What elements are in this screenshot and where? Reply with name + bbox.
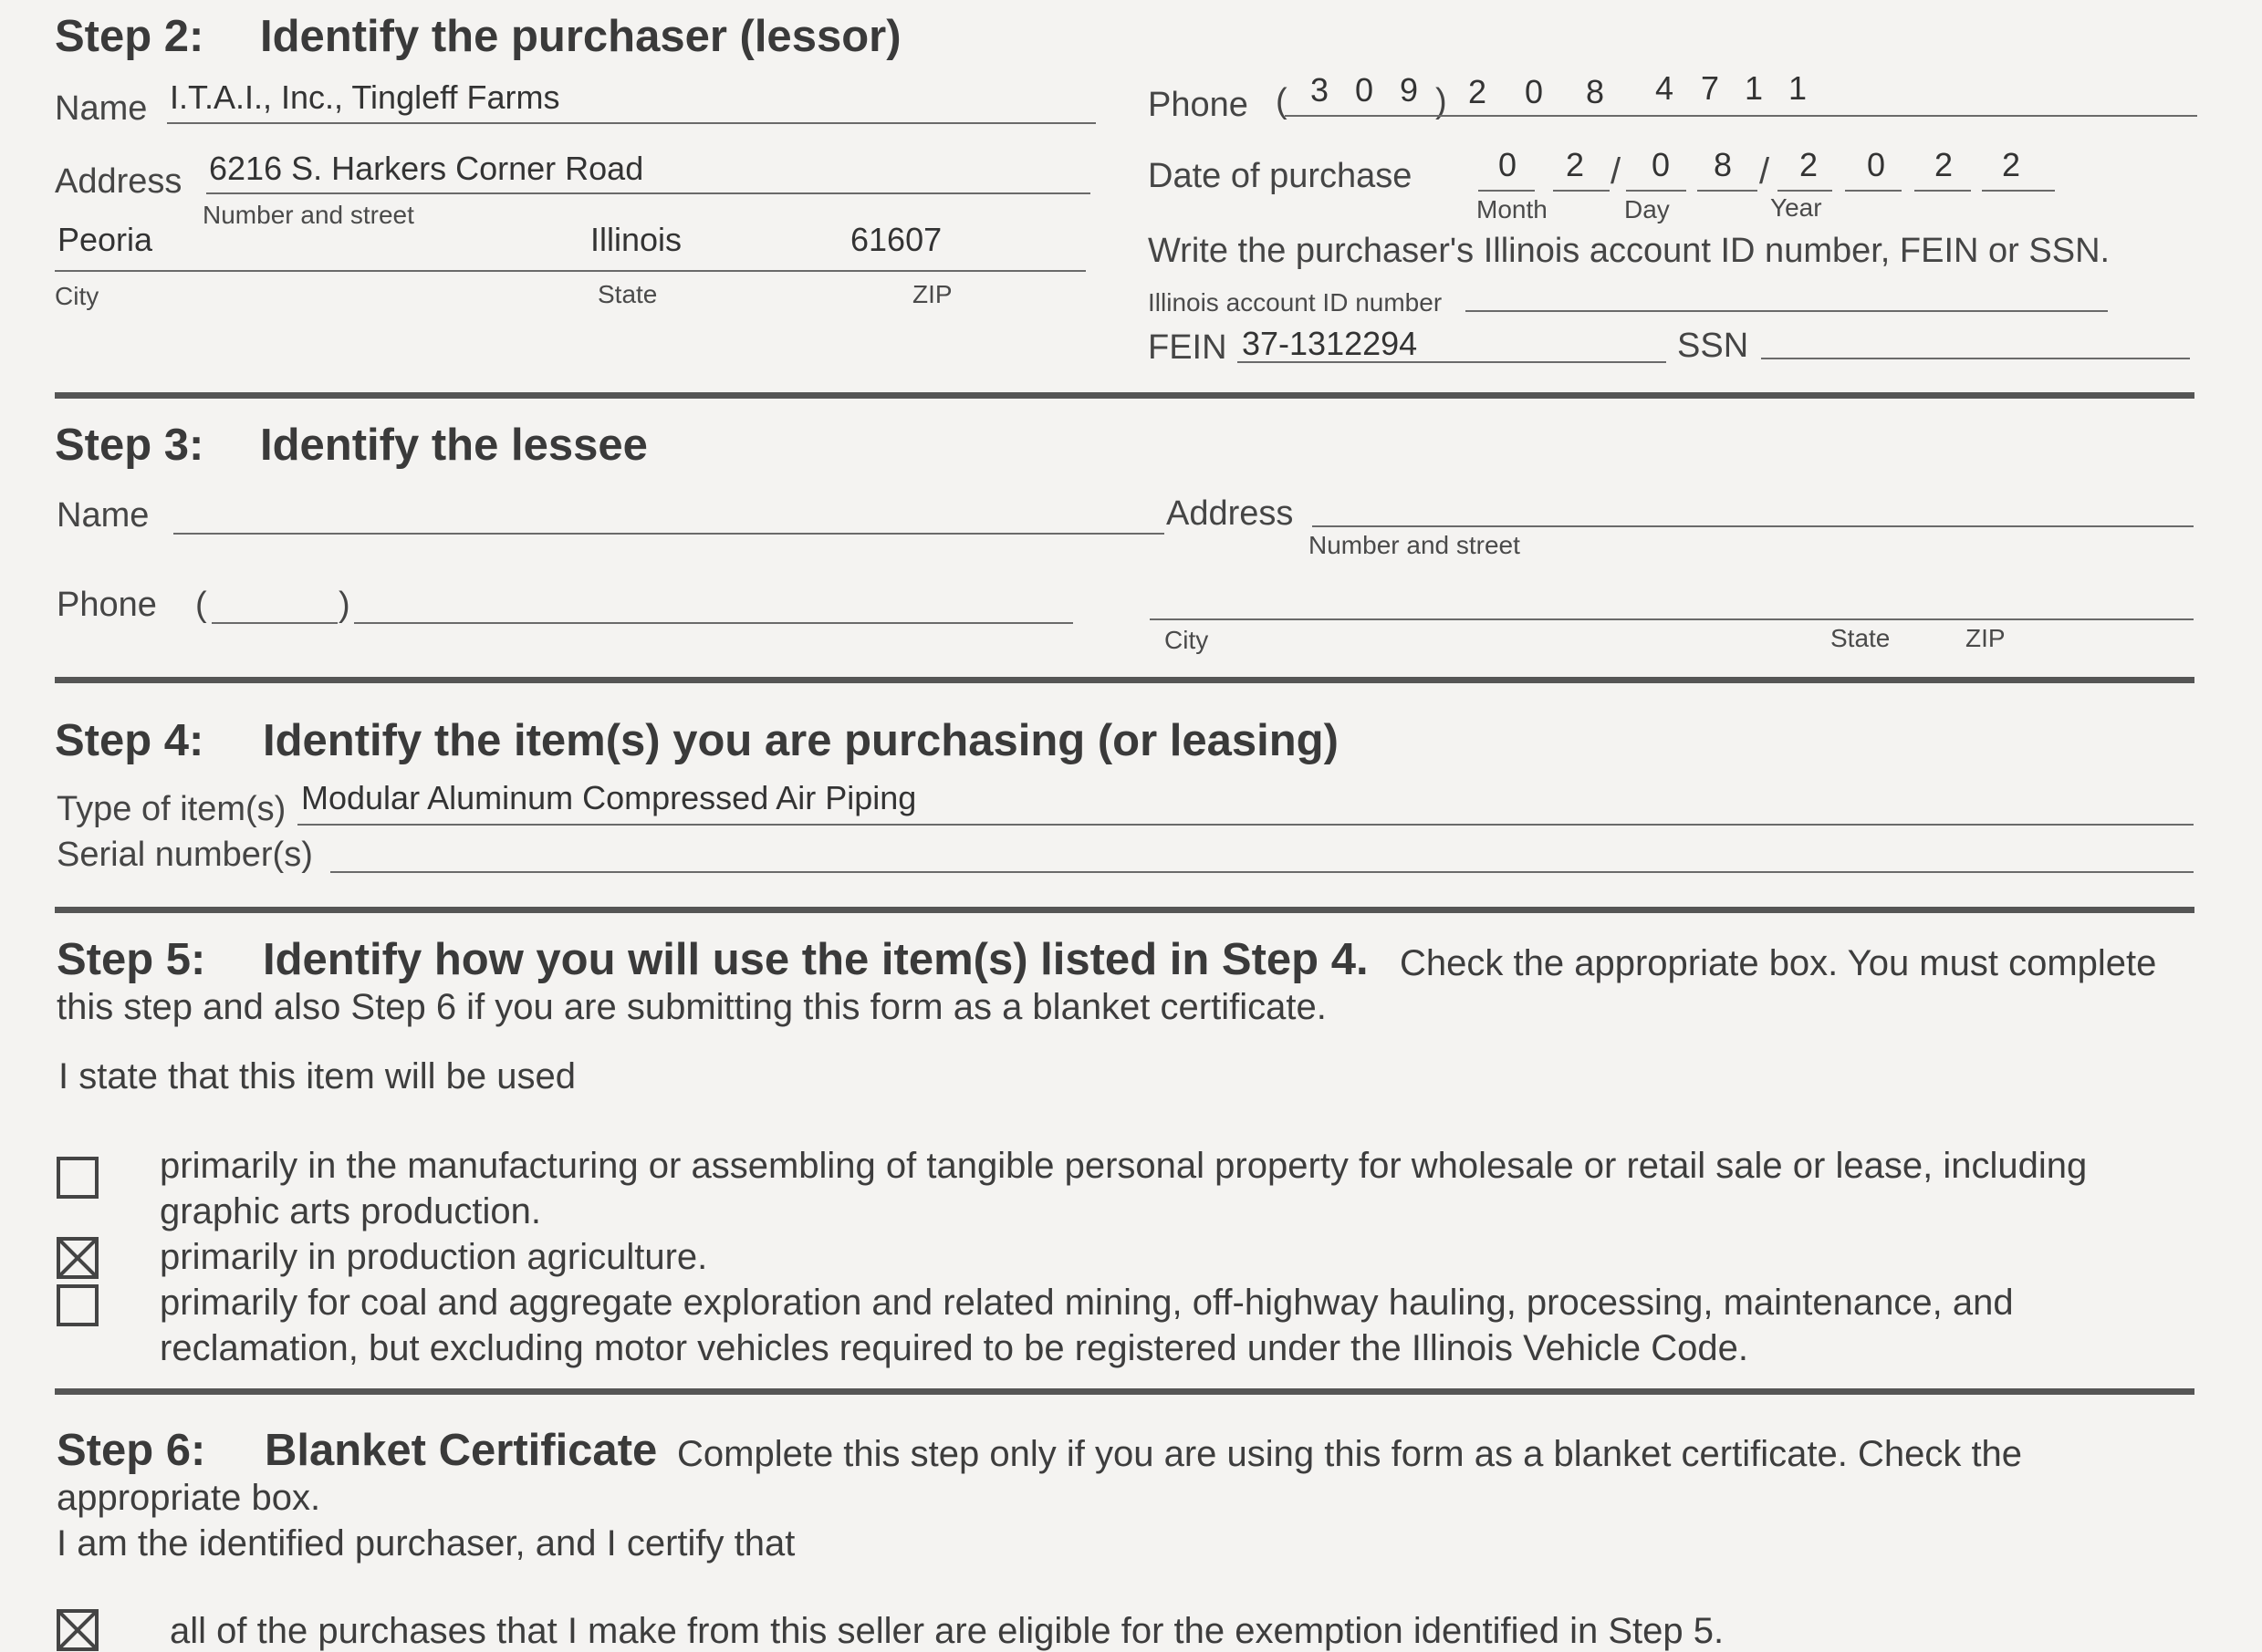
lessee-zip-caption: ZIP bbox=[1965, 624, 2006, 652]
purchaser-name-line bbox=[167, 122, 1096, 124]
fein-label: FEIN bbox=[1148, 328, 1227, 367]
date-digit-line bbox=[1982, 190, 2055, 192]
step3-title: Identify the lessee bbox=[260, 421, 648, 470]
ssn-line[interactable] bbox=[1761, 358, 2190, 359]
step5-instruction-continued: this step and also Step 6 if you are submitting this form as a blanket certificate. bbox=[57, 987, 1327, 1027]
date-digit-line bbox=[1914, 190, 1971, 192]
lessee-state-caption: State bbox=[1830, 624, 1891, 652]
date-digit-line bbox=[1626, 190, 1686, 192]
step6-number: Step 6: bbox=[57, 1426, 206, 1475]
item-type-label: Type of item(s) bbox=[57, 790, 287, 828]
date-year-digit[interactable]: 2 bbox=[2002, 146, 2021, 183]
purchaser-zip-value[interactable]: 61607 bbox=[850, 221, 943, 258]
purchaser-city-caption: City bbox=[55, 282, 99, 310]
purchaser-phone-line bbox=[1285, 115, 2197, 117]
lessee-number-street-caption: Number and street bbox=[1308, 531, 1520, 559]
lessee-phone-line[interactable] bbox=[354, 622, 1073, 624]
use-agriculture-text: primarily in production agriculture. bbox=[160, 1237, 708, 1277]
lessee-phone-open-paren: ( bbox=[195, 586, 207, 624]
date-day-digit[interactable]: 8 bbox=[1714, 146, 1733, 183]
phone-prefix-digit[interactable]: 2 bbox=[1468, 73, 1487, 110]
use-manufacturing-text: primarily in the manufacturing or assembling of tangible personal property for wholesale or retail sale or lease, including bbox=[160, 1146, 2088, 1186]
phone-close-paren: ) bbox=[1435, 82, 1447, 120]
step6-certify-text: I am the identified purchaser, and I certify that bbox=[57, 1523, 796, 1564]
lessee-name-line[interactable] bbox=[173, 533, 1164, 535]
blanket-all-purchases-checkbox[interactable] bbox=[57, 1609, 99, 1651]
phone-prefix-digit[interactable]: 8 bbox=[1586, 73, 1605, 110]
il-account-id-line[interactable] bbox=[1465, 310, 2108, 312]
lessee-address-label: Address bbox=[1166, 494, 1294, 533]
purchaser-address-value[interactable]: 6216 S. Harkers Corner Road bbox=[209, 150, 644, 187]
date-digit-line bbox=[1845, 190, 1902, 192]
step5-title: Identify how you will use the item(s) listed in Step 4. bbox=[263, 935, 1369, 984]
purchaser-city-value[interactable]: Peoria bbox=[57, 221, 153, 258]
phone-line-digit[interactable]: 4 bbox=[1655, 69, 1674, 107]
step2-title: Identify the purchaser (lessor) bbox=[260, 12, 902, 61]
step3-number: Step 3: bbox=[55, 421, 204, 470]
date-month-digit[interactable]: 2 bbox=[1566, 146, 1585, 183]
date-separator: / bbox=[1611, 151, 1621, 192]
fein-value[interactable]: 37-1312294 bbox=[1242, 325, 1418, 362]
step2-number: Step 2: bbox=[55, 12, 204, 61]
step5-state-text: I state that this item will be used bbox=[58, 1056, 576, 1096]
step4-number: Step 4: bbox=[55, 716, 204, 765]
serial-number-label: Serial number(s) bbox=[57, 836, 313, 874]
item-type-value[interactable]: Modular Aluminum Compressed Air Piping bbox=[301, 779, 917, 816]
ssn-label: SSN bbox=[1677, 327, 1749, 365]
phone-open-paren: ( bbox=[1276, 82, 1287, 120]
lessee-address-line[interactable] bbox=[1312, 525, 2194, 527]
lessee-phone-label: Phone bbox=[57, 586, 157, 624]
purchaser-address-line bbox=[206, 192, 1090, 194]
date-year-digit[interactable]: 2 bbox=[1799, 146, 1819, 183]
blanket-all-purchases-text: all of the purchases that I make from this seller are eligible for the exemption identified in Step 5. bbox=[170, 1611, 1725, 1651]
phone-line-digit[interactable]: 7 bbox=[1701, 69, 1720, 107]
purchaser-number-street-caption: Number and street bbox=[203, 201, 414, 229]
checkbox-x-mark-icon bbox=[60, 1241, 95, 1275]
section-divider bbox=[55, 392, 2194, 399]
lessee-phone-area-line[interactable] bbox=[212, 622, 338, 624]
date-separator: / bbox=[1759, 151, 1770, 192]
checkbox-x-mark-icon bbox=[60, 1613, 95, 1647]
date-year-digit[interactable]: 0 bbox=[1867, 146, 1886, 183]
date-day-digit[interactable]: 0 bbox=[1652, 146, 1671, 183]
section-divider bbox=[55, 677, 2194, 683]
il-account-id-label: Illinois account ID number bbox=[1148, 288, 1443, 317]
step5-number: Step 5: bbox=[57, 935, 206, 984]
lessee-city-line[interactable] bbox=[1150, 618, 2194, 620]
purchaser-name-value[interactable]: I.T.A.I., Inc., Tingleff Farms bbox=[170, 78, 560, 116]
fein-line bbox=[1237, 361, 1666, 363]
phone-area-digit[interactable]: 9 bbox=[1400, 71, 1419, 109]
purchaser-name-label: Name bbox=[55, 89, 148, 128]
use-mining-checkbox[interactable] bbox=[57, 1284, 99, 1326]
lessee-name-label: Name bbox=[57, 496, 150, 535]
step6-instruction-continued: appropriate box. bbox=[57, 1478, 321, 1518]
serial-number-line[interactable] bbox=[330, 871, 2194, 873]
section-divider bbox=[55, 1388, 2194, 1395]
use-agriculture-checkbox[interactable] bbox=[57, 1237, 99, 1279]
section-divider bbox=[55, 907, 2194, 913]
phone-area-digit[interactable]: 3 bbox=[1310, 71, 1329, 109]
step6-title: Blanket Certificate bbox=[265, 1426, 658, 1475]
date-year-digit[interactable]: 2 bbox=[1934, 146, 1954, 183]
use-mining-text-continued: reclamation, but excluding motor vehicles required to be registered under the Illinois Vehicle Code. bbox=[160, 1328, 1748, 1368]
step5-instruction: Check the appropriate box. You must complete bbox=[1400, 943, 2157, 983]
item-type-line bbox=[297, 824, 2194, 826]
date-month-digit[interactable]: 0 bbox=[1498, 146, 1517, 183]
use-manufacturing-text-continued: graphic arts production. bbox=[160, 1191, 542, 1231]
purchaser-address-label: Address bbox=[55, 162, 182, 201]
step6-instruction: Complete this step only if you are using this form as a blanket certificate. Check the bbox=[677, 1434, 2023, 1474]
date-digit-line bbox=[1697, 190, 1757, 192]
purchaser-zip-caption: ZIP bbox=[912, 280, 953, 308]
phone-line-digit[interactable]: 1 bbox=[1745, 69, 1764, 107]
date-day-caption: Day bbox=[1624, 195, 1670, 223]
phone-line-digit[interactable]: 1 bbox=[1788, 69, 1808, 107]
purchaser-state-value[interactable]: Illinois bbox=[590, 221, 683, 258]
use-mining-text: primarily for coal and aggregate exploration and related mining, off-highway hauling, processing, maintenance, and bbox=[160, 1283, 2014, 1323]
phone-area-digit[interactable]: 0 bbox=[1355, 71, 1374, 109]
date-month-caption: Month bbox=[1476, 195, 1548, 223]
date-of-purchase-label: Date of purchase bbox=[1148, 157, 1412, 195]
lessee-phone-close-paren: ) bbox=[339, 586, 350, 624]
date-digit-line bbox=[1777, 190, 1832, 192]
id-instruction: Write the purchaser's Illinois account ID number, FEIN or SSN. bbox=[1148, 232, 2111, 270]
purchaser-city-line bbox=[55, 270, 1086, 272]
use-manufacturing-checkbox[interactable] bbox=[57, 1157, 99, 1199]
date-digit-line bbox=[1553, 190, 1610, 192]
lessee-city-caption: City bbox=[1164, 626, 1209, 654]
purchaser-phone-label: Phone bbox=[1148, 86, 1248, 124]
phone-prefix-digit[interactable]: 0 bbox=[1525, 73, 1544, 110]
date-year-caption: Year bbox=[1770, 193, 1822, 222]
step4-title: Identify the item(s) you are purchasing (or leasing) bbox=[263, 716, 1339, 765]
purchaser-state-caption: State bbox=[598, 280, 658, 308]
date-digit-line bbox=[1478, 190, 1535, 192]
